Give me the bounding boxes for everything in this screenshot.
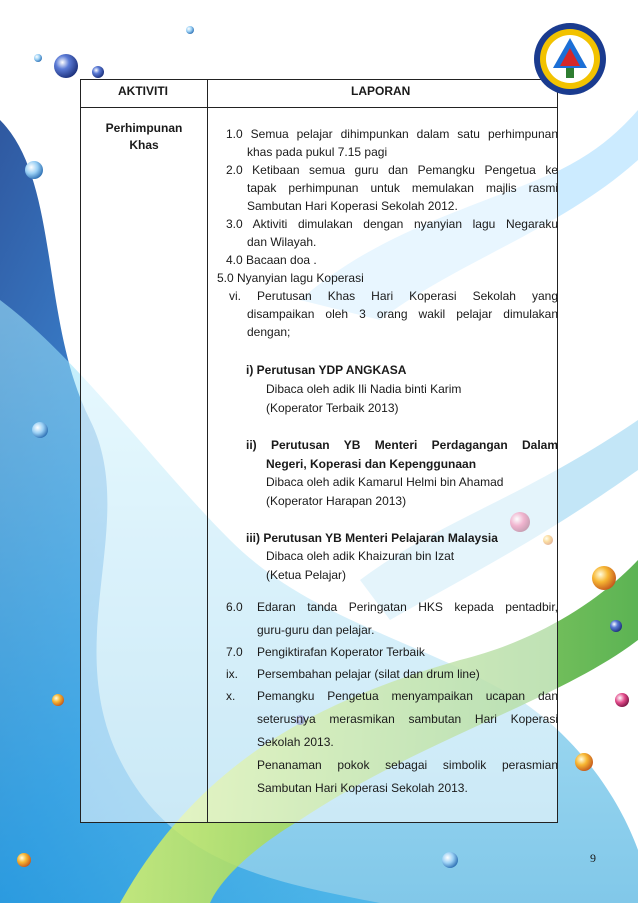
report-line: Pengiktirafan Koperator Terbaik	[257, 645, 425, 659]
report-line: Edaran tanda Peringatan HKS kepada pentadbir,	[257, 600, 558, 614]
report-line: Sambutan Hari Koperasi Sekolah 2013.	[257, 781, 468, 795]
speech-reader: Dibaca oleh adik Khaizuran bin Izat	[266, 549, 455, 563]
report-line: 1.0 Semua pelajar dihimpunkan dalam satu perhimpunan	[226, 127, 558, 141]
report-line: disampaikan oleh 3 orang wakil pelajar dimulakan	[247, 307, 558, 321]
report-line: Sambutan Hari Koperasi Sekolah 2012.	[247, 199, 458, 213]
report-line: 4.0 Bacaan doa .	[226, 253, 317, 267]
activity-name-line: Khas	[129, 138, 159, 152]
speech-reader: Dibaca oleh adik Ili Nadia binti Karim	[266, 382, 462, 396]
report-line: tapak perhimpunan untuk memulakan majlis rasmi	[247, 181, 558, 195]
report-line: 5.0 Nyanyian lagu Koperasi	[217, 271, 364, 285]
column-divider	[207, 80, 208, 822]
speech-title: iii) Perutusan YB Menteri Pelajaran Malaysia	[246, 531, 498, 545]
report-line: 3.0 Aktiviti dimulakan dengan nyanyian lagu Negaraku	[226, 217, 558, 231]
item-number: ix.	[226, 667, 238, 681]
report-line: Persembahan pelajar (silat dan drum line)	[257, 667, 480, 681]
activity-cell	[81, 120, 207, 154]
item-number: 7.0	[226, 645, 243, 659]
report-line: dan Wilayah.	[247, 235, 317, 249]
item-number: x.	[226, 689, 236, 703]
report-line: seterusnya merasmikan sambutan Hari Koperasi	[257, 712, 558, 726]
speech-reader-role: (Koperator Terbaik 2013)	[266, 401, 399, 415]
report-line: vi. Perutusan Khas Hari Koperasi Sekolah yang	[229, 289, 558, 303]
speech-reader-role: (Ketua Pelajar)	[266, 568, 347, 582]
report-line: Penanaman pokok sebagai simbolik perasmian	[257, 758, 558, 772]
speech-title: ii) Perutusan YB Menteri Perdagangan Dalam	[246, 438, 558, 452]
report-table	[80, 79, 558, 823]
report-line: 2.0 Ketibaan semua guru dan Pemangku Pengetua ke	[226, 163, 558, 177]
speech-title: Negeri, Koperasi dan Kepenggunaan	[266, 457, 477, 471]
report-line: Sekolah 2013.	[257, 735, 334, 749]
report-line: khas pada pukul 7.15 pagi	[247, 145, 388, 159]
speech-title: i) Perutusan YDP ANGKASA	[246, 363, 407, 377]
header-divider	[81, 107, 557, 108]
report-line: Pemangku Pengetua menyampaikan ucapan dan	[257, 689, 558, 703]
speech-reader-role: (Koperator Harapan 2013)	[266, 494, 407, 508]
page-number: 9	[590, 851, 596, 865]
report-line: guru-guru dan pelajar.	[257, 623, 375, 637]
header-aktiviti: AKTIVITI	[118, 84, 168, 98]
item-number: 6.0	[226, 600, 243, 614]
school-crest-logo	[533, 22, 607, 96]
header-laporan: LAPORAN	[351, 84, 411, 98]
activity-name-line: Perhimpunan	[105, 121, 183, 135]
speech-reader: Dibaca oleh adik Kamarul Helmi bin Ahamad	[266, 475, 504, 489]
report-line: dengan;	[247, 325, 291, 339]
